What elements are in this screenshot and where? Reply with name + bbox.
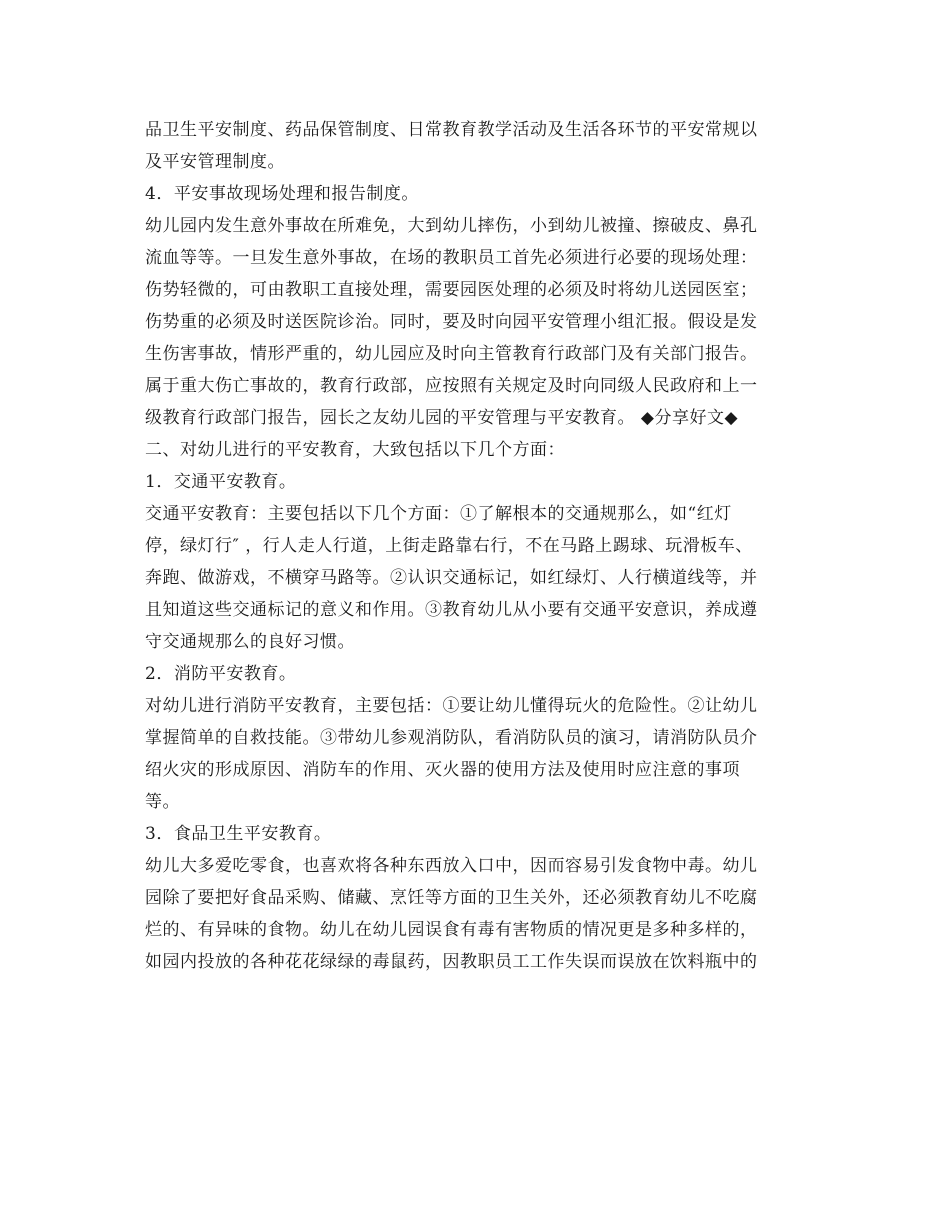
text-line: 幼儿大多爱吃零食，也喜欢将各种东西放入口中，因而容易引发食物中毒。幼儿 bbox=[145, 856, 758, 876]
text-line: 及平安管理制度。 bbox=[145, 152, 285, 172]
text-line: 交通平安教育：主要包括以下几个方面：①了解根本的交通规那么，如“红灯 bbox=[145, 504, 732, 524]
text-line: 守交通规那么的良好习惯。 bbox=[145, 632, 355, 652]
text-line: 生伤害事故，情形严重的，幼儿园应及时向主管教育行政部门及有关部门报告。 bbox=[145, 344, 758, 364]
text-line: 属于重大伤亡事故的，教育行政部，应按照有关规定及时向同级人民政府和上一 bbox=[145, 376, 758, 396]
text-line: 停，绿灯行″ ，行人走人行道，上街走路靠右行，不在马路上踢球、玩滑板车、 bbox=[145, 536, 753, 556]
section-heading: 4．平安事故现场处理和报告制度。 bbox=[145, 184, 419, 204]
text-line: 品卫生平安制度、药品保管制度、日常教育教学活动及生活各环节的平安常规以 bbox=[145, 120, 758, 140]
text-line: 对幼儿进行消防平安教育，主要包括：①要让幼儿懂得玩火的危险性。②让幼儿 bbox=[145, 696, 758, 716]
text-line: 如园内投放的各种花花绿绿的毒鼠药，因教职员工工作失误而误放在饮料瓶中的 bbox=[145, 952, 758, 972]
section-heading: 2．消防平安教育。 bbox=[145, 664, 297, 684]
text-line: 掌握简单的自救技能。③带幼儿参观消防队，看消防队员的演习，请消防队员介 bbox=[145, 728, 758, 748]
text-line: 等。 bbox=[145, 792, 180, 812]
text-line: 级教育行政部门报告，园长之友幼儿园的平安管理与平安教育。 ◆分享好文◆ bbox=[145, 408, 739, 428]
section-heading: 3．食品卫生平安教育。 bbox=[145, 824, 332, 844]
section-heading: 1．交通平安教育。 bbox=[145, 472, 297, 492]
text-line: 且知道这些交通标记的意义和作用。③教育幼儿从小要有交通平安意识，养成遵 bbox=[145, 600, 758, 620]
text-line: 流血等等。一旦发生意外事故，在场的教职员工首先必须进行必要的现场处理： bbox=[145, 248, 758, 268]
section-heading: 二、对幼儿进行的平安教育，大致包括以下几个方面： bbox=[145, 440, 565, 460]
text-line: 伤势重的必须及时送医院诊治。同时，要及时向园平安管理小组汇报。假设是发 bbox=[145, 312, 758, 332]
text-line: 园除了要把好食品采购、储藏、烹饪等方面的卫生关外，还必须教育幼儿不吃腐 bbox=[145, 888, 758, 908]
text-line: 幼儿园内发生意外事故在所难免，大到幼儿摔伤，小到幼儿被撞、擦破皮、鼻孔 bbox=[145, 216, 758, 236]
document-page bbox=[145, 114, 805, 978]
text-line: 烂的、有异味的食物。幼儿在幼儿园误食有毒有害物质的情况更是多种多样的， bbox=[145, 920, 758, 940]
text-line: 伤势轻微的，可由教职工直接处理，需要园医处理的必须及时将幼儿送园医室； bbox=[145, 280, 758, 300]
text-line: 绍火灾的形成原因、消防车的作用、灭火器的使用方法及使用时应注意的事项 bbox=[145, 760, 740, 780]
text-line: 奔跑、做游戏，不横穿马路等。②认识交通标记，如红绿灯、人行横道线等，并 bbox=[145, 568, 758, 588]
